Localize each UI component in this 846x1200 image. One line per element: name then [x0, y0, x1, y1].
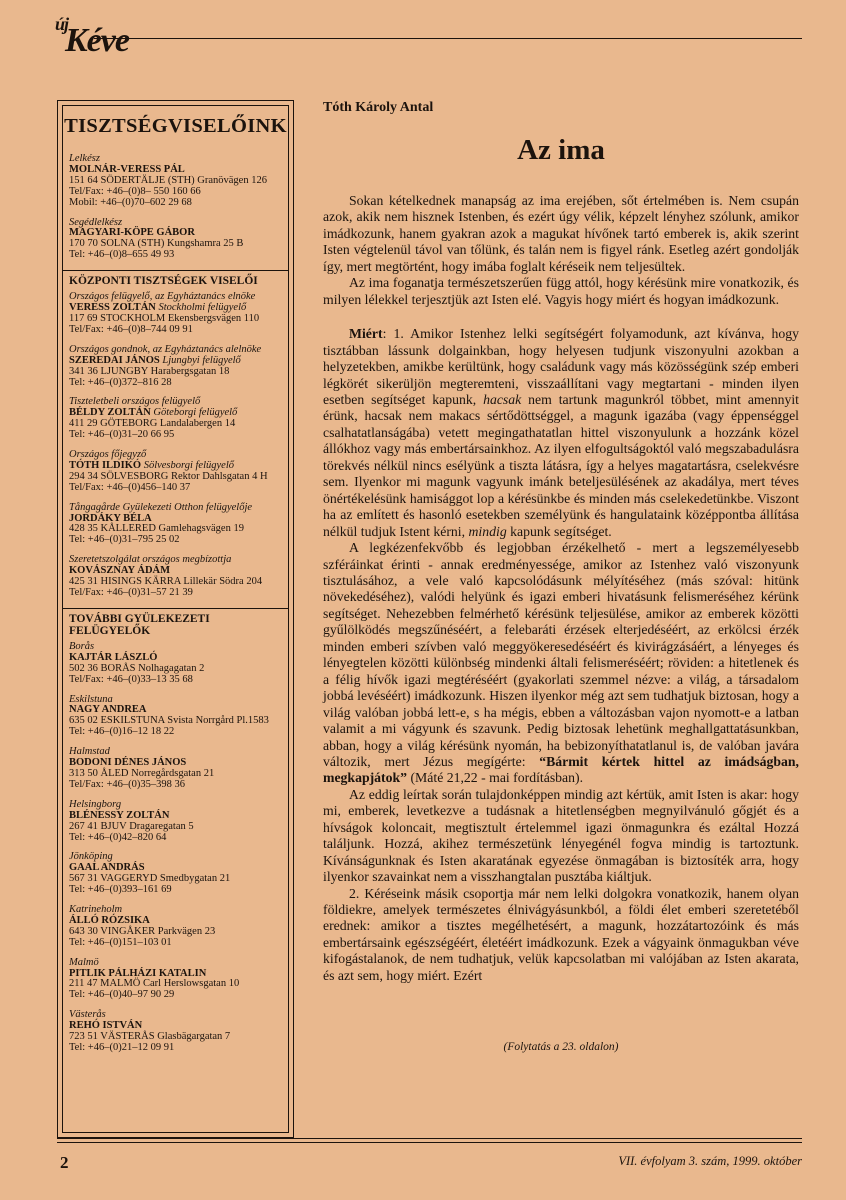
- officials-box: [57, 100, 294, 1138]
- article-title: Az ima: [517, 134, 605, 166]
- masthead-logo: [55, 14, 129, 60]
- official-contact-line: 723 51 VÄSTERÅS Glasbägargatan 7: [69, 1031, 231, 1043]
- official-role: Tiszteletbeli országos felügyelő: [69, 396, 201, 408]
- official-name: BODONI DÉNES JÁNOS: [69, 757, 187, 769]
- official-entry: [69, 905, 288, 949]
- official-entry: [69, 852, 288, 896]
- official-contact-line: 117 69 STOCKHOLM Ekensbergsvägen 110: [69, 312, 260, 324]
- emphasis-word: mindig: [468, 523, 507, 539]
- official-name: ÁLLÓ RÓZSIKA: [69, 914, 150, 926]
- article-paragraph: [323, 193, 799, 275]
- official-entry: [69, 450, 288, 494]
- official-name: MAGYARI-KÖPE GÁBOR: [69, 227, 195, 239]
- paragraph-text: kapunk segítséget.: [506, 523, 612, 539]
- official-entry: [69, 503, 288, 547]
- official-title-suffix: Sölvesborgi felügyelő: [141, 459, 234, 471]
- article-body: [323, 193, 799, 984]
- official-role: Västerås: [69, 1009, 106, 1021]
- official-contact-line: Tel: +46–(0)151–103 01: [69, 936, 172, 948]
- official-entry: [69, 345, 288, 389]
- official-entry: [69, 747, 288, 791]
- official-contact-line: Tel/Fax: +46–(0)8–744 09 91: [69, 323, 193, 335]
- official-contact-line: Tel: +46–(0)8–655 49 93: [69, 249, 175, 261]
- official-title-suffix: Göteborgi felügyelő: [150, 407, 238, 419]
- continuation-note: (Folytatás a 23. oldalon): [503, 1041, 619, 1053]
- official-title-suffix: Stockholmi felügyelő: [155, 302, 247, 314]
- official-contact-line: Tel: +46–(0)40–97 90 29: [69, 989, 175, 1001]
- official-name: PITLIK PÁLHÁZI KATALIN: [69, 967, 207, 979]
- official-role: Helsingborg: [69, 798, 122, 810]
- official-contact-line: 425 31 HISINGS KÄRRA Lillekär Södra 204: [69, 576, 263, 588]
- official-role: Szeretetszolgálat országos megbízottja: [69, 554, 232, 566]
- paragraph-text: A legkézenfekvőbb és legjobban érzékelhető - mert a legszemélyesebb szféráinkat érinti - annak eredményessége, amikor az Istenhez való viszonyunk tisztulásához, a vele való kapcsolódásunk mélyítéséhez (más szóval: hitünk növekedéséhez), valódi helyünk és igazi emberi hivatásunk felismeréséhez kérünk segítséget. Nehezebben felmérhető kérésünk teljesülése, amikor az emberek közötti gyűlölködés megszűnéséért, a felebaráti érzések elterjedéséért, az erkölcsi érzék minden emberi szívben való meggyökeresedéséért és kivirágzásáért, a lényeges és lényegtelen közötti különbség mindenki általi felismeréséért; röviden: a hitetlenek és a félig hívők igazi megtéréséért (gyakorlati szemmel nézve: a világ, a társadalom jobbá levéséért) imádkozunk. Hiszen ilyenkor még azt sem tudhatjuk biztosan, hogy a világ valóban jobbá lett-e, s ha mégis, ebben a változásban vajon nyomott-e a latban valamit a mi vágyunk és szavunk. Pedig biztosak lehetünk meghallgattatásunkban, abban, hogy a világ kérésünk nyomán, ha bebizonyíthatatlanul is, de valóban javára változik, mert Jézus megígérte:: [323, 540, 799, 769]
- other-supervisors-section: [63, 639, 288, 1054]
- paragraph-text: (Máté 21,22 - mai fordításban).: [407, 770, 584, 786]
- official-entry: [69, 800, 288, 844]
- paragraph-text: nem tartunk magunkról többet, mint amennyit érünk, hacsak nem makacs sértődöttséggel, a magunk igazába (vagy éppenséggel csalhatatlanságába) vetett megingathatatlan hittel viszonyulunk a hozzánk közel állókhoz vagy más embertársainkhoz. Az ilyen elfogultságoktól való megszabadulásra törekvés nélkül nincs esélyünk a tiszta látásra, így a helyes magatartásra, cselekvésre sem. Ilyenkor mi magunk vagyunk imánk beteljesülésének az akadálya, mert téves önértékelésünk hamisággot lop a kérésünkbe és minden más cselekedetünkbe. Viszont ha az említett és hasonló esetekben személyünk és hangulataink középpontba állítása nélkül tudjuk Istent kérni,: [323, 391, 799, 539]
- official-contact-line: Tel: +46–(0)31–795 25 02: [69, 534, 180, 546]
- official-contact-line: Mobil: +46–(0)70–602 29 68: [69, 196, 192, 208]
- page-number: 2: [60, 1153, 69, 1172]
- official-contact-line: 211 47 MALMÖ Carl Herslowsgatan 10: [69, 978, 240, 990]
- official-contact-line: Tel/Fax: +46–(0)35–398 36: [69, 778, 186, 790]
- official-role: Segédlelkész: [69, 216, 123, 228]
- emphasis-word: hacsak: [483, 391, 522, 407]
- paragraph-text: Az ima foganatja természetszerűen függ attól, hogy kérésünk mire vonatkozik, és milyen lélekkel terjesztjük azt Isten elé. Vagyis hogy miért és hogyan imádkozunk.: [323, 275, 799, 307]
- official-role: Eskilstuna: [69, 693, 113, 705]
- header-rule: [94, 38, 802, 39]
- central-officials-section: [63, 289, 288, 599]
- footer-rule: [57, 1138, 802, 1139]
- official-contact-line: Tel/Fax: +46–(0)31–57 21 39: [69, 587, 193, 598]
- official-entry: [69, 958, 288, 1002]
- official-name-line: [69, 811, 288, 822]
- official-contact-line: Tel: +46–(0)42–820 64: [69, 831, 167, 843]
- official-name: VERESS ZOLTÁN: [69, 302, 156, 314]
- official-contact-line: 341 36 LJUNGBY Harabergsgatan 18: [69, 365, 230, 377]
- article-paragraph: [323, 886, 799, 985]
- official-role: Országos gondnok, az Egyháztanács alelnöke: [69, 343, 262, 355]
- official-contact-line: Tel/Fax: +46–(0)456–140 37: [69, 481, 191, 493]
- official-contact-line: Tel: +46–(0)393–161 69: [69, 884, 172, 896]
- paragraph-lead-word: Miért: [349, 326, 383, 342]
- official-contact-line: 313 50 ÅLED Norregårdsgatan 21: [69, 767, 215, 779]
- official-entry: [69, 642, 288, 686]
- official-name: NAGY ANDREA: [69, 704, 147, 716]
- official-role: Tångagårde Gyülekezeti Otthon felügyelője: [69, 501, 253, 513]
- official-name: BÉLDY ZOLTÁN: [69, 407, 151, 419]
- official-contact-line: Tel: +46–(0)21–12 09 91: [69, 1042, 175, 1053]
- clergy-section: [63, 151, 288, 261]
- paragraph-text: : 1. Amikor Istenhez lelki segítségért folyamodunk, azt kívánva, hogy tisztábban lássunk dolgainkban, hogy helyesen tudjunk viszonyulni azokban a helyzetekben, amikbe kerültünk, hogy családunk vagy más közösségünk szép emberi légkörét sikerüljön megteremteni, visszaállítani vagy megtartani - minden ilyen esetben segítséget kapunk,: [323, 326, 799, 407]
- issue-info: VII. évfolyam 3. szám, 1999. október: [618, 1154, 802, 1168]
- official-contact-line: Tel/Fax: +46–(0)33–13 35 68: [69, 673, 193, 685]
- official-name: GAAL ANDRÁS: [69, 862, 145, 874]
- official-contact-line: 411 29 GÖTEBORG Landalabergen 14: [69, 418, 236, 430]
- official-name: KOVÁSZNAY ÁDÁM: [69, 565, 171, 577]
- official-contact-line: 502 36 BORÅS Nolhagagatan 2: [69, 662, 205, 674]
- official-contact-line: 567 31 VAGGERYD Smedbygatan 21: [69, 873, 231, 885]
- official-name: TÓTH ILDIKÓ: [69, 459, 142, 471]
- official-name: JORDÁKY BÉLA: [69, 512, 152, 524]
- official-entry: [69, 555, 288, 599]
- official-contact-line: 267 41 BJUV Dragaregatan 5: [69, 820, 194, 832]
- paragraph-text: Sokan kételkednek manapság az ima erejében, sőt értelmében is. Nem csupán azok, akik nem hisznek Istenben, és ezért úgy vélik, képzelt lényhez szólunk, amikor imádkozunk, hanem gyakran azok a magukat hívőnek tartó emberek is, akik szerint Isten végtelenül távol van tőlünk, és talán nem is figyel ránk. Esetleg azért gondolják így, mert megtörtént, hogy imába foglalt kéréseik nem teljesültek.: [323, 193, 799, 274]
- official-role: Jönköping: [69, 851, 113, 863]
- paragraph-text: 2. Kéréseink másik csoportja már nem lelki dolgokra vonatkozik, hanem olyan földiekre, amelyek természetes élnivágyásunkból, a földi élet emberi szeretetéből erednek: amikor a tisztes megélhetésért, a magunk, hozzátartozóink és más embertársaink egészségéért, életéért imádkozunk. Ezek a vágyaink önmagukban véve kifogástalanok, de nem tudhatjuk, velük kapcsolatban mi valójában az Isten akarata, és azt sem, hogy miért. Ezért: [323, 885, 799, 983]
- official-role: Országos főjegyző: [69, 449, 147, 461]
- official-contact-line: Tel: +46–(0)372–816 28: [69, 376, 172, 388]
- official-name: REHÓ ISTVÁN: [69, 1020, 143, 1032]
- official-contact-line: Tel/Fax: +46–(0)8– 550 160 66: [69, 185, 201, 197]
- official-role: Katrineholm: [69, 904, 123, 916]
- official-role: Malmö: [69, 956, 99, 968]
- official-role: Borås: [69, 640, 95, 652]
- official-contact-line: 170 70 SOLNA (STH) Kungshamra 25 B: [69, 238, 244, 250]
- official-contact-line: Tel: +46–(0)16–12 18 22: [69, 726, 175, 738]
- official-entry: [69, 695, 288, 739]
- article-author: Tóth Károly Antal: [323, 100, 434, 115]
- official-entry: [69, 292, 288, 336]
- paragraph-text: Az eddig leírtak során tulajdonképpen mindig azt kértük, amit Isten is akar: hogy mi, emberek, levetkezve a tudásnak a hitetlenségben megnyilvánuló gőgjét és a hívságok koloncait, megtisztult értelemmel igazi önmagunkra és ezáltal Hozzá találjunk. Hozzá, akihez természetünk lényegénél fogva mindig is tartoztunk. Kívánságunknak és Isten akaratának egyezése önmagában is biztosíték arra, hogy ilyenkor szavainkat nem a visszhangtalan pusztába kiáltjuk.: [323, 786, 799, 885]
- official-contact-line: 151 64 SÖDERTÄLJE (STH) Granövägen 126: [69, 174, 267, 186]
- article-paragraph: [323, 326, 799, 540]
- official-contact-line: 294 34 SÖLVESBORG Rektor Dahlsgatan 4 H: [69, 470, 268, 482]
- official-role: Országos felügyelő, az Egyháztanács elnöke: [69, 291, 256, 303]
- official-entry: [69, 218, 288, 262]
- logo-prefix: új: [55, 14, 69, 34]
- officials-box-inner: [62, 105, 289, 1133]
- official-contact-line: 428 35 KÅLLERED Gamlehagsvägen 19: [69, 523, 244, 535]
- article-paragraph: [323, 540, 799, 787]
- official-role: Lelkész: [69, 153, 100, 164]
- footer-rule: [57, 1142, 802, 1143]
- official-entry: [69, 154, 288, 209]
- official-contact-line: Tel: +46–(0)31–20 66 95: [69, 429, 175, 441]
- official-title-suffix: Ljungbyi felügyelő: [159, 354, 241, 366]
- article-paragraph: [323, 275, 799, 308]
- bible-quote: “Bármit kértek hittel az imádságban, megkapjátok”: [323, 753, 799, 786]
- official-name: SZEREDAI JÁNOS: [69, 354, 160, 366]
- other-supervisors-heading: TOVÁBBI GYÜLEKEZETI FELÜGYELŐK: [63, 608, 288, 639]
- official-name-line: [69, 356, 288, 367]
- logo-title: Kéve: [65, 22, 129, 59]
- official-contact-line: 643 30 VINGÅKER Parkvägen 23: [69, 925, 216, 937]
- official-entry: [69, 397, 288, 441]
- official-entry: [69, 1010, 288, 1054]
- official-role: Halmstad: [69, 746, 110, 758]
- official-name: BLÉNESSY ZOLTÁN: [69, 809, 170, 821]
- official-contact-line: 635 02 ESKILSTUNA Svista Norrgård Pl.1583: [69, 715, 269, 727]
- official-name: MOLNÁR-VERESS PÁL: [69, 163, 185, 175]
- article-paragraph: [323, 787, 799, 886]
- official-name: KAJTÁR LÁSZLÓ: [69, 651, 158, 663]
- officials-title: TISZTSÉGVISELŐINK: [64, 115, 287, 137]
- central-officials-heading: KÖZPONTI TISZTSÉGEK VISELŐI: [63, 270, 288, 289]
